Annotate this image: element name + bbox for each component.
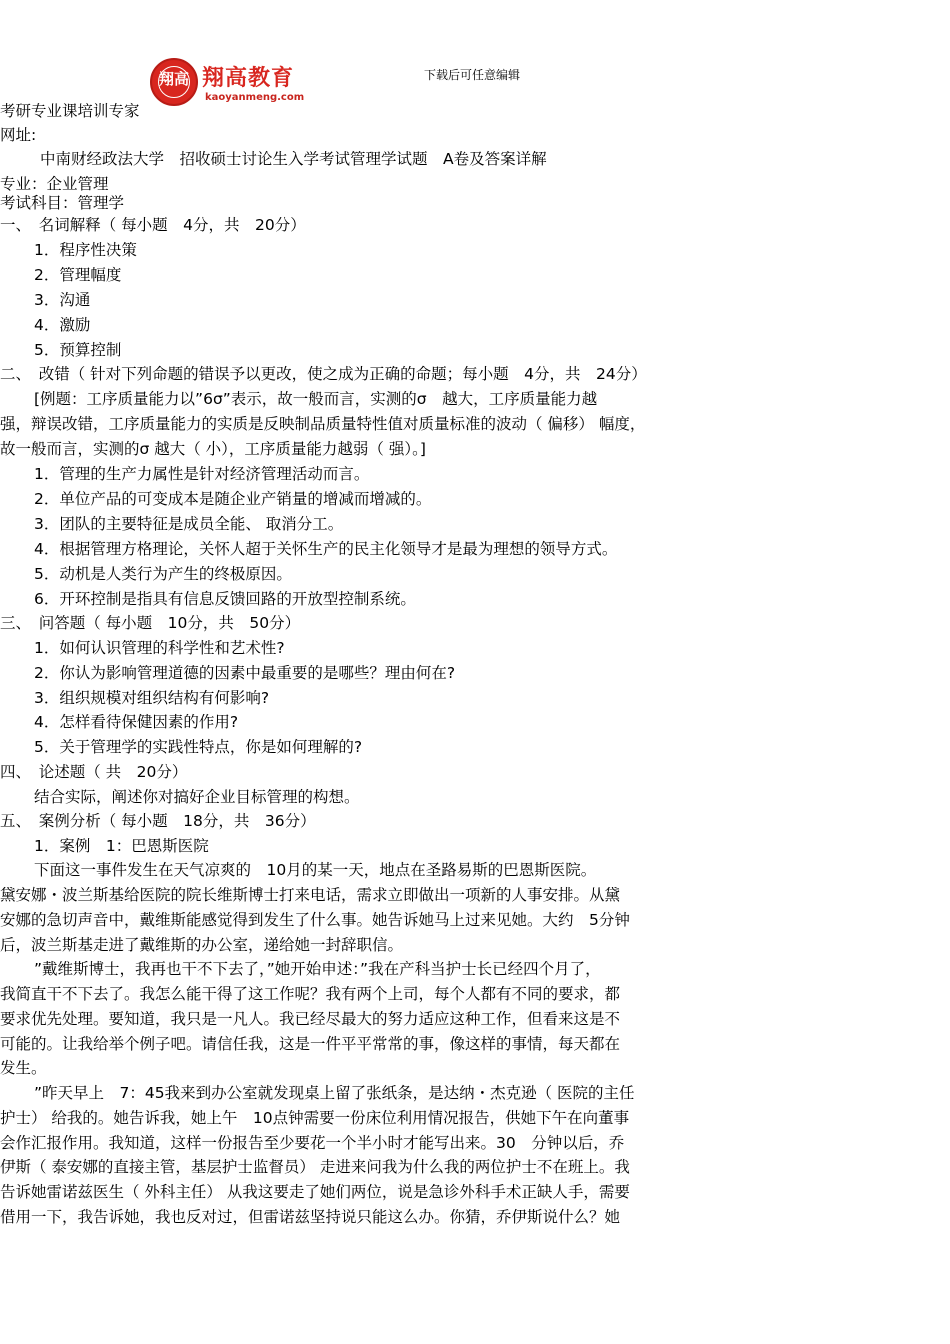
list-item: 4．怎样看待保健因素的作用? <box>34 713 239 731</box>
paragraph-line: 可能的。让我给举个例子吧。请信任我，这是一件平平常常的事，像这样的事情，每天都在 <box>0 1035 621 1053</box>
paragraph-line: 要求优先处理。要知道，我只是一凡人。我已经尽最大的努力适应这种工作，但看来这是不 <box>0 1010 621 1028</box>
tagline: 考研专业课培训专家 <box>0 102 140 120</box>
paragraph-line: 告诉她雷诺兹医生（ 外科主任） 从我这要走了她们两位，说是急诊外科手术正缺人手，需要 <box>0 1183 630 1201</box>
example-paragraph-line: 故一般而言，实测的σ 越大（ 小），工序质量能力越弱（ 强）。] <box>0 440 426 458</box>
logo-seal-icon: 翔高 <box>150 58 198 106</box>
paragraph-line: 结合实际，阐述你对搞好企业目标管理的构想。 <box>34 788 360 806</box>
list-item: 3．沟通 <box>34 291 91 309</box>
list-item: 2．管理幅度 <box>34 266 122 284</box>
list-item: 3．团队的主要特征是成员全能、 取消分工。 <box>34 515 344 533</box>
paragraph-line: 伊斯（ 泰安娜的直接主管，基层护士监督员） 走进来问我为什么我的两位护士不在班上。我 <box>0 1158 630 1176</box>
list-item: 2．你认为影响管理道德的因素中最重要的是哪些？理由何在? <box>34 664 456 682</box>
paragraph-line: 安娜的急切声音中，戴维斯能感觉得到发生了什么事。她告诉她马上过来见她。大约 5分钟 <box>0 911 630 929</box>
list-item: 5．预算控制 <box>34 341 122 359</box>
case-title: 1．案例 1：巴恩斯医院 <box>34 837 209 855</box>
section-heading: 三、 问答题（ 每小题 10分，共 50分） <box>0 614 301 632</box>
list-item: 3．组织规模对组织结构有何影响? <box>34 689 270 707</box>
section-heading: 一、 名词解释（ 每小题 4分，共 20分） <box>0 216 306 234</box>
list-item: 1．程序性决策 <box>34 241 137 259</box>
list-item: 1．管理的生产力属性是针对经济管理活动而言。 <box>34 465 370 483</box>
company-logo <box>150 58 310 110</box>
section-heading: 五、 案例分析（ 每小题 18分，共 36分） <box>0 812 316 830</box>
subject-line: 考试科目：管理学 <box>0 194 125 212</box>
logo-name: 翔高教育 <box>202 65 295 91</box>
paragraph-line: 黛安娜・波兰斯基给医院的院长维斯博士打来电话，需求立即做出一项新的人事安排。从黛 <box>0 886 621 904</box>
document-title: 中南财经政法大学 招收硕士讨论生入学考试管理学试题 A卷及答案详解 <box>40 150 547 168</box>
section-heading: 四、 论述题（ 共 20分） <box>0 763 188 781</box>
list-item: 2．单位产品的可变成本是随企业产销量的增减而增减的。 <box>34 490 432 508</box>
edit-note: 下载后可任意编辑 <box>424 68 521 82</box>
major-line: 专业：企业管理 <box>0 175 109 193</box>
logo-url: kaoyanmeng.com <box>205 92 305 103</box>
paragraph-line: 后，波兰斯基走进了戴维斯的办公室，递给她一封辞职信。 <box>0 936 404 954</box>
example-paragraph-line: 强，辩误改错，工序质量能力的实质是反映制品质量特性值对质量标准的波动（ 偏移） 幅度， <box>0 415 646 433</box>
paragraph-line: ”昨天早上 7：45我来到办公室就发现桌上留了张纸条，是达纳・杰克逊（ 医院的主任 <box>34 1084 635 1102</box>
paragraph-line: 发生。 <box>0 1059 47 1077</box>
example-paragraph-line: [例题：工序质量能力以”6σ”表示，故一般而言，实测的σ 越大，工序质量能力越 <box>34 390 598 408</box>
paragraph-line: 下面这一事件发生在天气凉爽的 10月的某一天，地点在圣路易斯的巴恩斯医院。 <box>34 861 597 879</box>
list-item: 5．关于管理学的实践性特点，你是如何理解的? <box>34 738 363 756</box>
paragraph-line: 护士） 给我的。她告诉我，她上午 10点钟需要一份床位利用情况报告，供她下午在向董事 <box>0 1109 630 1127</box>
paragraph-line: 我简直干不下去了。我怎么能干得了这工作呢？我有两个上司，每个人都有不同的要求，都 <box>0 985 621 1003</box>
list-item: 6．开环控制是指具有信息反馈回路的开放型控制系统。 <box>34 590 416 608</box>
list-item: 4．激励 <box>34 316 91 334</box>
website-label: 网址: <box>0 126 37 144</box>
list-item: 5．动机是人类行为产生的终极原因。 <box>34 565 292 583</box>
section-heading: 二、 改错（ 针对下列命题的错误予以更改，使之成为正确的命题；每小题 4分，共 24分） <box>0 365 647 383</box>
paragraph-line: 会作汇报作用。我知道，这样一份报告至少要花一个半小时才能写出来。30 分钟以后，乔 <box>0 1134 625 1152</box>
list-item: 4．根据管理方格理论，关怀人超于关怀生产的民主化领导才是最为理想的领导方式。 <box>34 540 618 558</box>
list-item: 1．如何认识管理的科学性和艺术性? <box>34 639 285 657</box>
paragraph-line: ”戴维斯博士，我再也干不下去了，”她开始申述：”我在产科当护士长已经四个月了， <box>34 960 601 978</box>
paragraph-line: 借用一下，我告诉她，我也反对过，但雷诺兹坚持说只能这么办。你猜，乔伊斯说什么？她 <box>0 1208 621 1226</box>
